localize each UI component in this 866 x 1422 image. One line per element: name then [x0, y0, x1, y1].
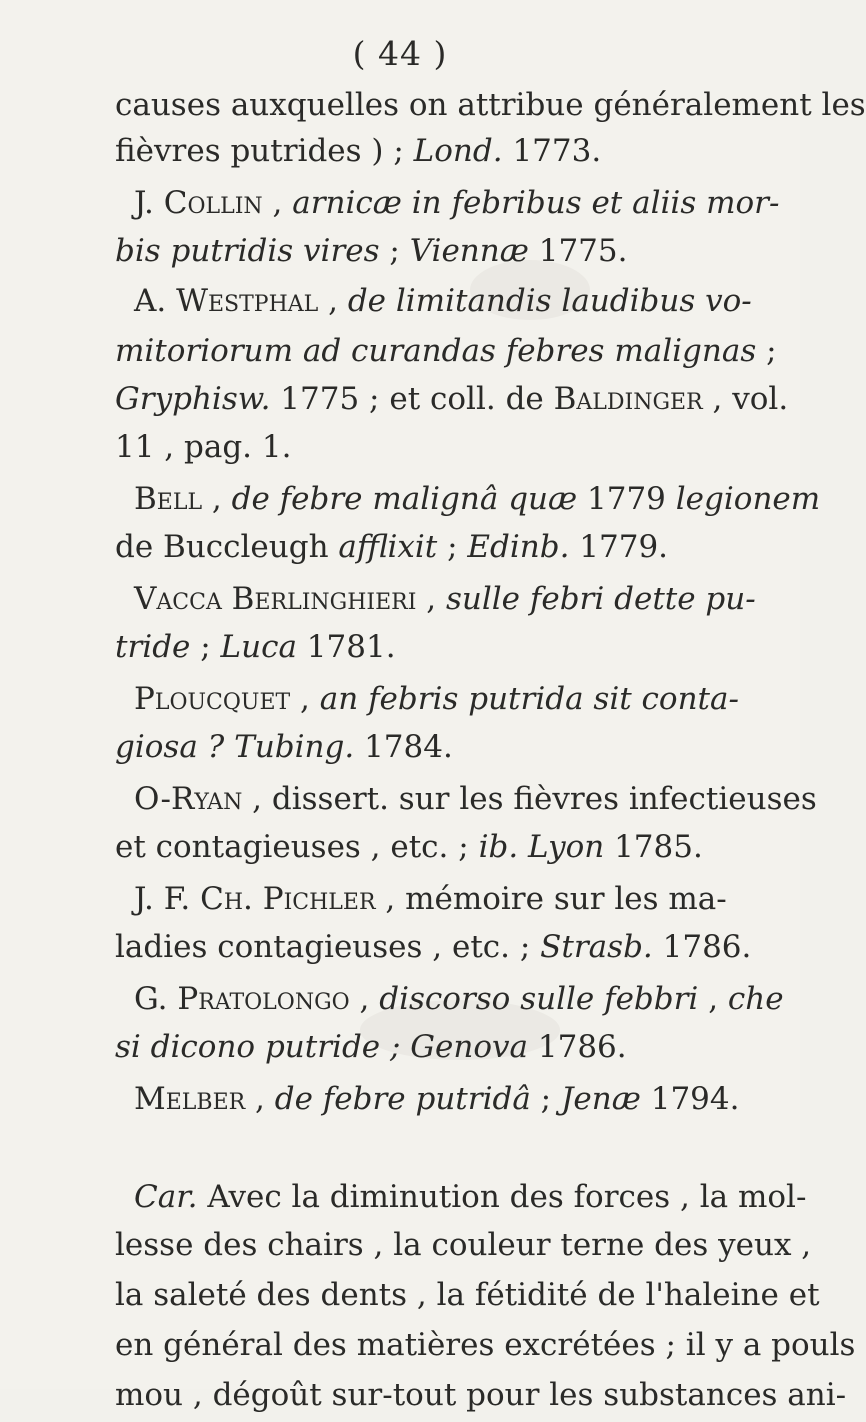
text-line — [115, 224, 790, 278]
text-line — [115, 1318, 856, 1372]
text-segment: lesse des chairs , la couleur terne des yeux , — [115, 1227, 812, 1263]
italic-text: de limitandis laudibus vo- — [347, 283, 752, 319]
text-segment: 1794. — [640, 1081, 740, 1117]
italic-text: discorso sulle febbri — [379, 981, 699, 1017]
text-segment: J. Collin , — [134, 185, 293, 221]
text-segment: 1779. — [569, 529, 669, 565]
italic-text: de febre malignâ quæ — [231, 481, 578, 517]
text-line — [115, 720, 790, 774]
text-segment: 11 , pag. 1. — [115, 429, 292, 465]
text-segment: Ploucquet , — [134, 681, 320, 717]
text-segment: O-Ryan , — [134, 781, 272, 817]
text-line — [134, 572, 790, 626]
text-segment: la saleté des dents , la fétidité de l'haleine et — [115, 1277, 820, 1313]
text-line — [134, 972, 790, 1026]
text-line — [134, 1170, 807, 1224]
text-line — [115, 420, 790, 474]
text-segment: Bell , — [134, 481, 232, 517]
text-line — [134, 872, 790, 926]
text-line — [134, 176, 790, 230]
italic-text: tride — [115, 629, 191, 665]
text-segment: Melber , — [134, 1081, 275, 1117]
text-segment: en général des matières excrétées ; il y a pouls — [115, 1327, 856, 1363]
italic-text: Strasb. — [540, 929, 653, 965]
text-segment: , — [698, 981, 728, 1017]
text-segment: ; — [437, 529, 468, 565]
italic-text: Jenæ — [560, 1081, 641, 1117]
text-segment: Baldinger — [553, 381, 703, 417]
text-segment: 1775. — [528, 233, 628, 269]
text-line — [115, 920, 790, 974]
text-line — [115, 124, 790, 178]
text-segment: 1781. — [296, 629, 396, 665]
text-line — [115, 1368, 847, 1422]
text-segment: 1786. — [652, 929, 752, 965]
text-line — [115, 620, 790, 674]
text-segment: fièvres putrides ) ; — [115, 133, 414, 169]
page-number: ( 44 ) — [352, 34, 448, 73]
text-segment: et contagieuses , etc. ; — [115, 829, 479, 865]
text-segment: A. Westphal , — [134, 283, 348, 319]
italic-text: mitoriorum ad curandas febres malignas — [115, 333, 757, 369]
text-segment: , vol. — [702, 381, 789, 417]
italic-text: Gryphisw. — [115, 381, 271, 417]
text-segment: G. Pratolongo , — [134, 981, 380, 1017]
italic-text: si dicono putride ; Genova — [115, 1029, 529, 1065]
italic-text: giosa ? Tubing. — [115, 729, 355, 765]
text-segment: 1785. — [604, 829, 703, 865]
text-segment: ; — [530, 1081, 561, 1117]
text-segment: 1786. — [528, 1029, 627, 1065]
italic-text: an febris putrida sit conta- — [319, 681, 739, 717]
italic-text: Car. — [134, 1179, 198, 1215]
text-line — [115, 820, 790, 874]
text-line — [115, 520, 790, 574]
text-line — [115, 324, 790, 378]
text-segment: de Buccleugh — [115, 529, 339, 565]
text-line — [134, 274, 790, 328]
italic-text: che — [727, 981, 784, 1017]
italic-text: arnicæ in febribus et aliis mor- — [292, 185, 780, 221]
text-segment: mou , dégoût sur-tout pour les substances ani- — [115, 1377, 847, 1413]
text-segment: causes auxquelles on attribue généralement les — [115, 87, 866, 123]
text-segment: 1779 — [577, 481, 676, 517]
text-segment: 1784. — [354, 729, 453, 765]
italic-text: sulle febri dette pu- — [445, 581, 756, 617]
italic-text: bis putridis vires — [115, 233, 380, 269]
text-line — [115, 372, 790, 426]
text-line — [115, 1020, 790, 1074]
italic-text: Viennæ — [409, 233, 529, 269]
text-line — [134, 672, 790, 726]
italic-text: de febre putridâ — [274, 1081, 531, 1117]
text-segment: J. F. Ch. Pichler , — [134, 881, 406, 917]
text-line — [134, 472, 821, 526]
text-line — [134, 772, 817, 826]
text-line — [115, 1218, 812, 1272]
text-segment: ladies contagieuses , etc. ; — [115, 929, 541, 965]
italic-text: legionem — [675, 481, 821, 517]
italic-text: ib. Lyon — [478, 829, 605, 865]
text-segment: Vacca Berlinghieri , — [134, 581, 446, 617]
text-segment: mémoire sur les ma- — [405, 881, 727, 917]
italic-text: Edinb. — [467, 529, 570, 565]
text-segment: dissert. sur les fièvres infectieuses — [271, 781, 817, 817]
text-line — [115, 1268, 820, 1322]
text-line — [134, 1072, 790, 1126]
italic-text: Luca — [220, 629, 297, 665]
text-segment: 1775 ; et coll. de — [270, 381, 554, 417]
text-segment: 1773. — [502, 133, 602, 169]
italic-text: Lond. — [413, 133, 503, 169]
italic-text: afflixit — [338, 529, 438, 565]
text-segment: ; — [190, 629, 221, 665]
text-segment: ; — [756, 333, 777, 369]
text-segment: ; — [379, 233, 410, 269]
text-segment: Avec la diminution des forces , la mol- — [197, 1179, 807, 1215]
